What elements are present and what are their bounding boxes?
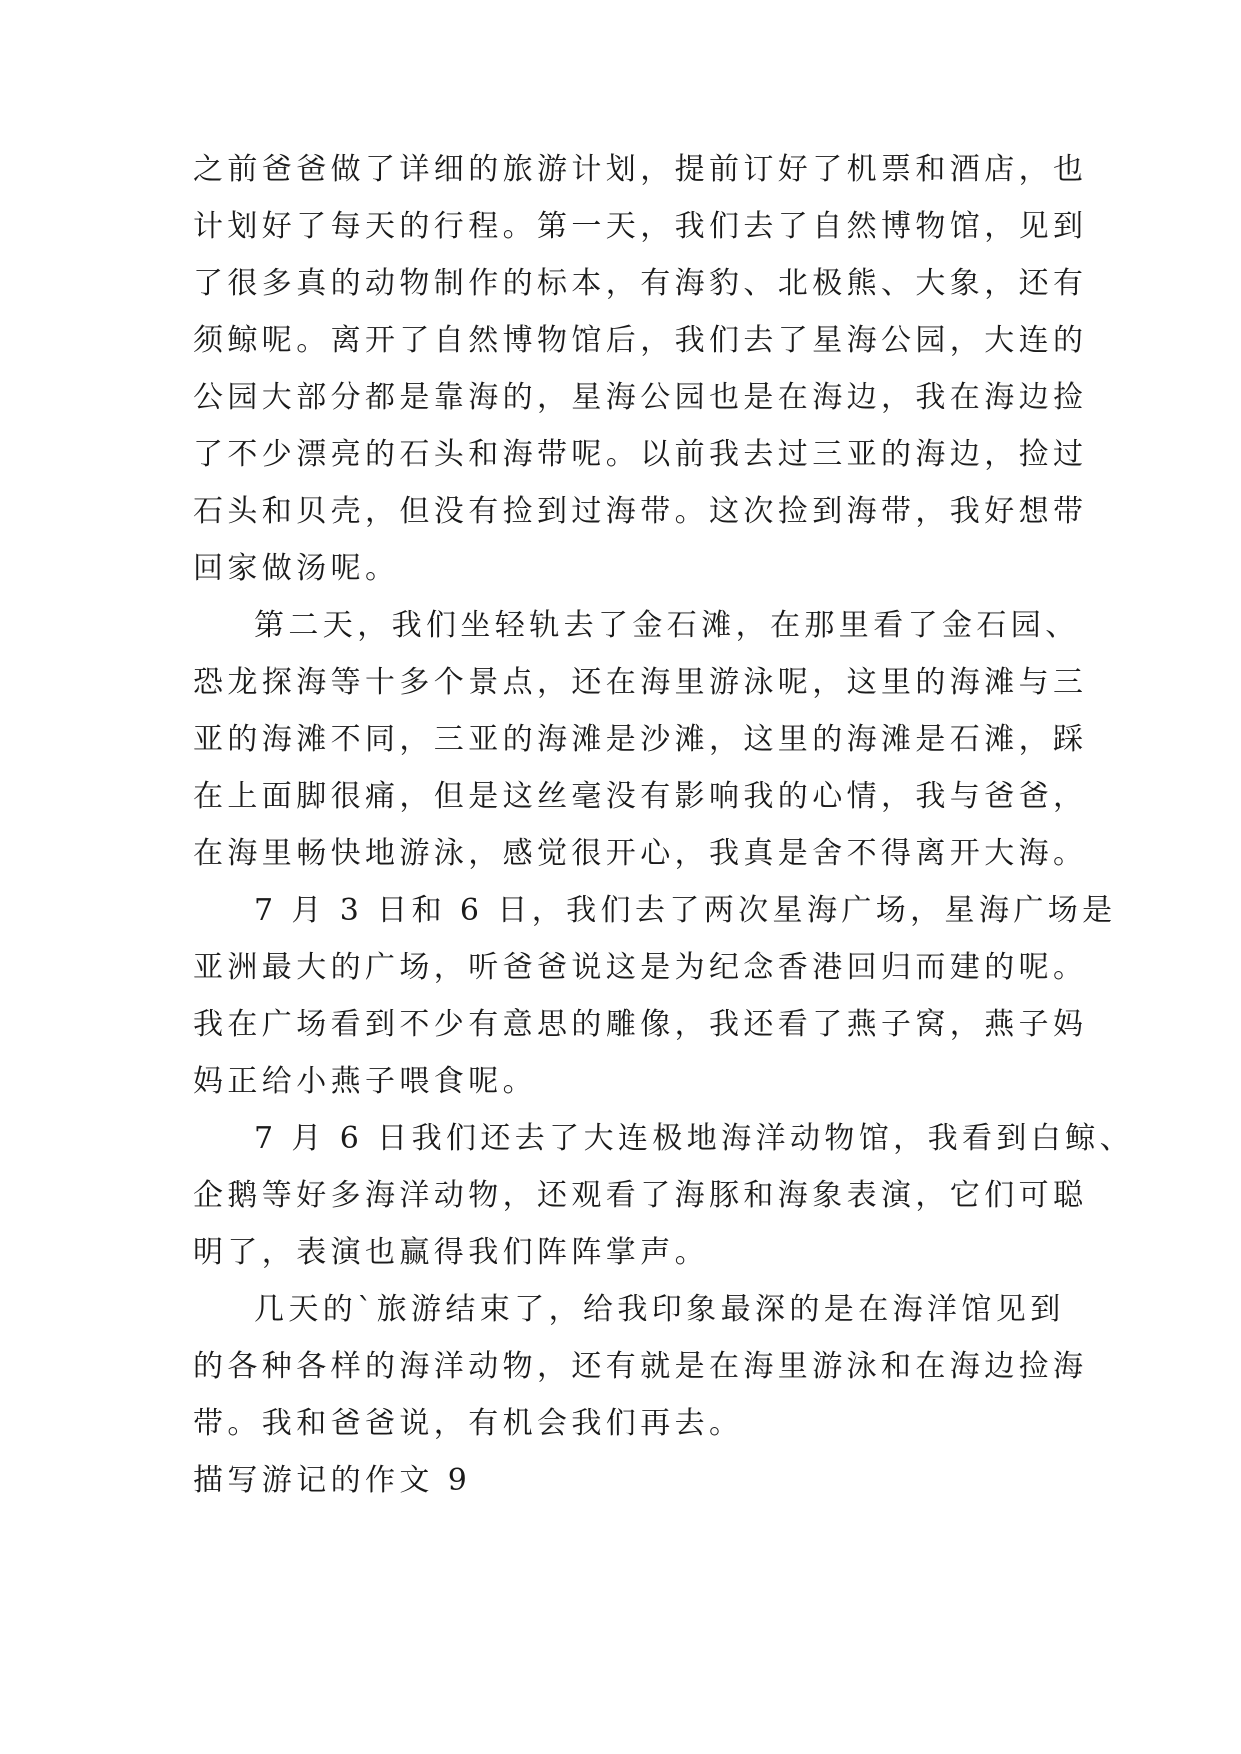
text-line: 计划好了每天的行程。第一天，我们去了自然博物馆，见到 bbox=[193, 209, 1088, 244]
text-line: 石头和贝壳，但没有捡到过海带。这次捡到海带，我好想带 bbox=[193, 494, 1088, 529]
section-heading: 描写游记的作文 9 bbox=[193, 1463, 472, 1498]
text-line: 须鲸呢。离开了自然博物馆后，我们去了星海公园，大连的 bbox=[193, 323, 1088, 358]
paragraph-start-line: 几天的`旅游结束了，给我印象最深的是在海洋馆见到 bbox=[254, 1292, 1065, 1327]
text-line: 恐龙探海等十多个景点，还在海里游泳呢，这里的海滩与三 bbox=[193, 665, 1088, 700]
text-line: 妈正给小燕子喂食呢。 bbox=[193, 1064, 537, 1099]
text-line: 公园大部分都是靠海的，星海公园也是在海边，我在海边捡 bbox=[193, 380, 1088, 415]
text-line: 带。我和爸爸说，有机会我们再去。 bbox=[193, 1406, 744, 1441]
text-line: 在海里畅快地游泳，感觉很开心，我真是舍不得离开大海。 bbox=[193, 836, 1088, 871]
text-line: 的各种各样的海洋动物，还有就是在海里游泳和在海边捡海 bbox=[193, 1349, 1088, 1384]
text-line: 我在广场看到不少有意思的雕像，我还看了燕子窝，燕子妈 bbox=[193, 1007, 1088, 1042]
text-line: 了很多真的动物制作的标本，有海豹、北极熊、大象，还有 bbox=[193, 266, 1088, 301]
text-line: 在上面脚很痛，但是这丝毫没有影响我的心情，我与爸爸， bbox=[193, 779, 1088, 814]
text-line: 之前爸爸做了详细的旅游计划，提前订好了机票和酒店，也 bbox=[193, 152, 1088, 187]
text-line: 亚洲最大的广场，听爸爸说这是为纪念香港回归而建的呢。 bbox=[193, 950, 1088, 985]
paragraph-start-line: 第二天，我们坐轻轨去了金石滩，在那里看了金石园、 bbox=[254, 608, 1080, 643]
paragraph-start-line: 7 月 6 日我们还去了大连极地海洋动物馆，我看到白鲸、 bbox=[254, 1121, 1134, 1156]
text-line: 了不少漂亮的石头和海带呢。以前我去过三亚的海边，捡过 bbox=[193, 437, 1088, 472]
text-line: 明了，表演也赢得我们阵阵掌声。 bbox=[193, 1235, 709, 1270]
text-line: 回家做汤呢。 bbox=[193, 551, 400, 586]
paragraph-start-line: 7 月 3 日和 6 日，我们去了两次星海广场，星海广场是 bbox=[254, 893, 1117, 928]
text-line: 亚的海滩不同，三亚的海滩是沙滩，这里的海滩是石滩，踩 bbox=[193, 722, 1088, 757]
text-line: 企鹅等好多海洋动物，还观看了海豚和海象表演，它们可聪 bbox=[193, 1178, 1088, 1213]
